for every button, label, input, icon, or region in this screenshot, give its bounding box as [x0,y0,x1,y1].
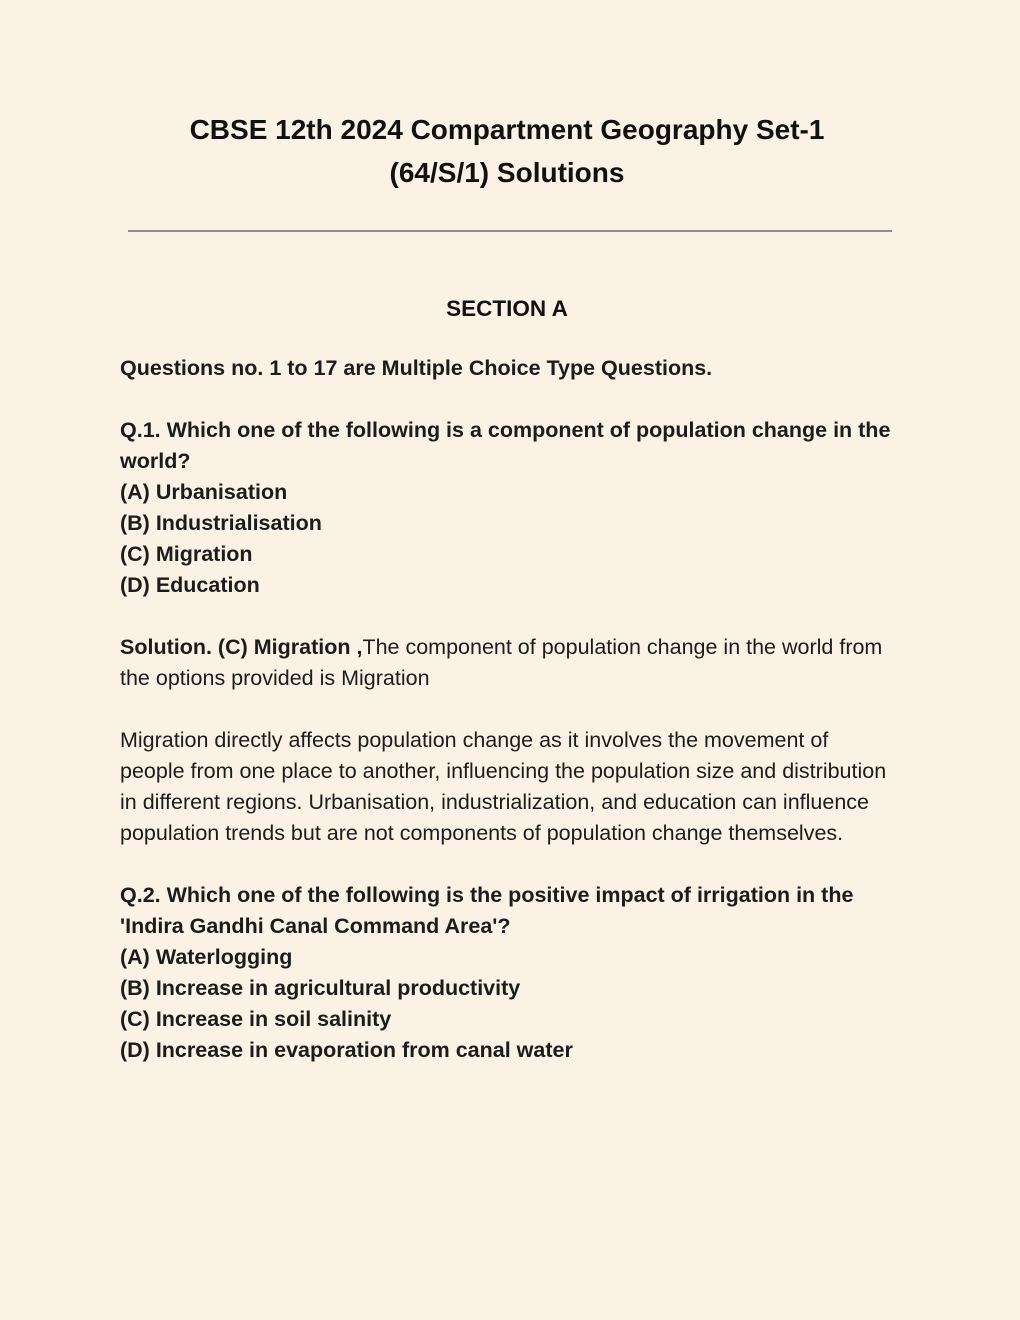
q1-option-a: (A) Urbanisation [120,480,288,504]
q2-option-a: (A) Waterlogging [120,945,293,969]
question-1-block [120,415,894,601]
q1-option-d: (D) Education [120,573,260,597]
q1-option-c: (C) Migration [120,542,253,566]
q1-solution-text: The component of population change in the world from the options provided is Migration [120,635,883,690]
page-title [120,108,894,194]
page-title-line1: CBSE 12th 2024 Compartment Geography Set-1 [189,114,825,145]
q2-question: Q.2. Which one of the following is the positive impact of irrigation in the 'Indira Gandhi Canal Command Area'? [120,883,854,938]
q2-option-b: (B) Increase in agricultural productivity [120,976,521,1000]
q2-option-c: (C) Increase in soil salinity [120,1007,392,1031]
instructions-text: Questions no. 1 to 17 are Multiple Choice Type Questions. [120,356,713,380]
page-title-line2: (64/S/1) Solutions [389,157,625,188]
q1-solution [120,632,894,694]
q1-solution-answer: Solution. (C) Migration , [120,635,363,659]
section-heading: SECTION A [446,296,568,321]
question-2-block [120,880,894,1066]
q2-option-d: (D) Increase in evaporation from canal water [120,1038,573,1062]
title-divider [128,230,892,232]
q1-option-b: (B) Industrialisation [120,511,322,535]
q1-explanation: Migration directly affects population change as it involves the movement of people from one place to another, influencing the population size and distribution in different regions. Urbanisation, industrialization, and education can influence population trends but are not components of population change themselves. [120,728,887,845]
q1-question: Q.1. Which one of the following is a component of population change in the world? [120,418,891,473]
